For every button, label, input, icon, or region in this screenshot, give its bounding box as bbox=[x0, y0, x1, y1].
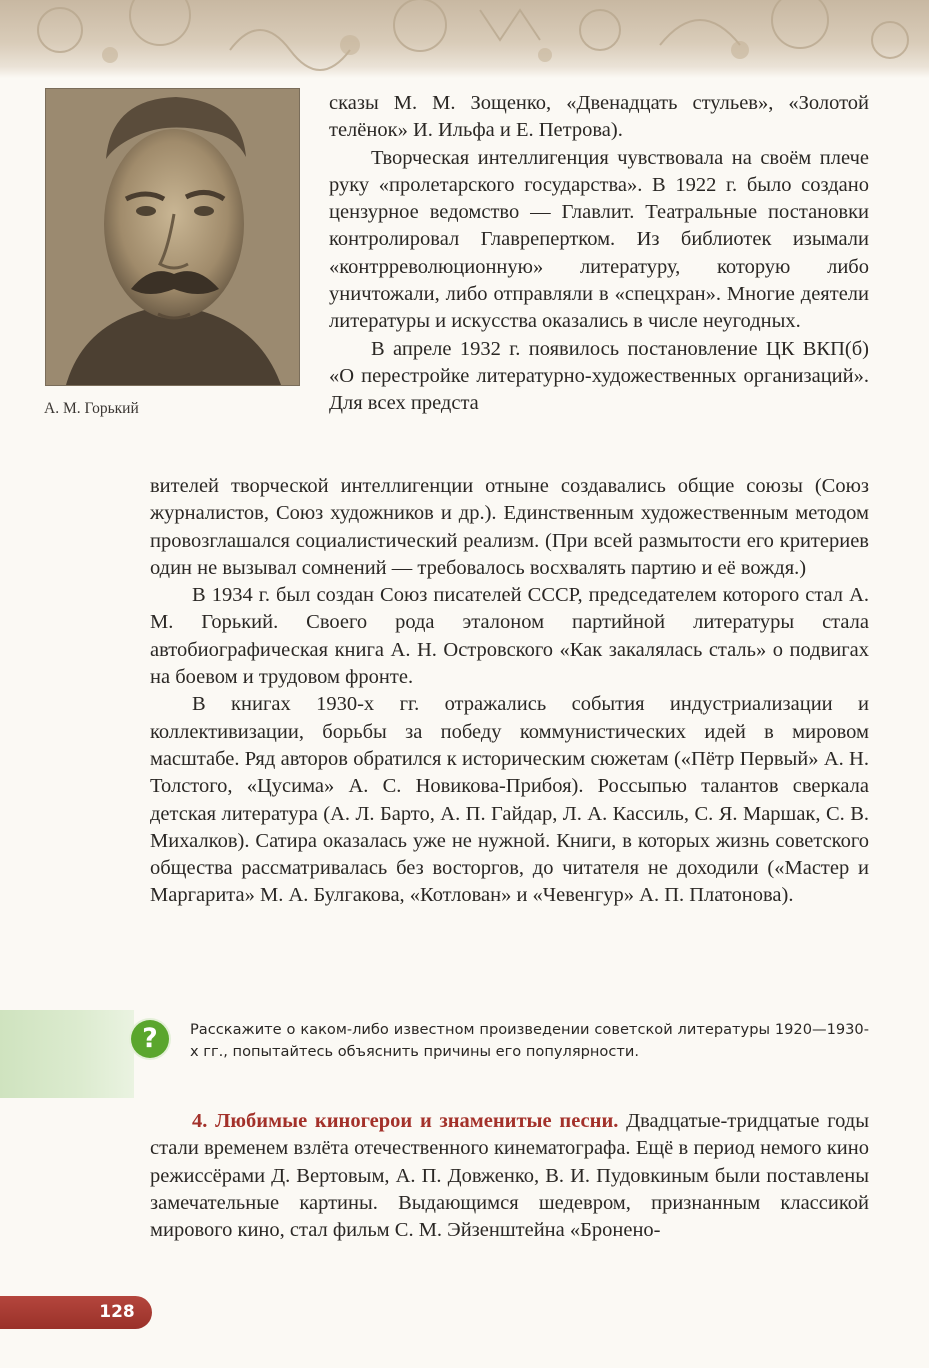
main-text-column bbox=[150, 473, 869, 910]
section-heading: 4. Любимые киногерои и знаменитые песни. bbox=[192, 1110, 619, 1132]
section-body: Двадцатые-тридцатые годы стали временем взлёта отечественного кинематографа. Ещё в период немого кино режиссёрами Д. Вертовым, А. П. Довженко, В. И. Пудовкиным были поставлены замечательные картины. Выдающимся шедевром, признанным классикой мирового кино, стал фильм С. М. Эйзенштейна «Бронено- bbox=[150, 1110, 870, 1242]
section-4-text bbox=[150, 1108, 869, 1244]
portrait-illustration bbox=[46, 89, 299, 385]
right-text-column bbox=[329, 90, 869, 418]
portrait-caption: А. М. Горький bbox=[44, 400, 139, 417]
gorky-portrait bbox=[45, 88, 300, 386]
question-side-band bbox=[0, 1010, 134, 1098]
question-text: Расскажите о каком-либо известном произведении советской литературы 1920—1930-х гг., попытайтесь объяснить причины его популярности. bbox=[190, 1021, 869, 1060]
paragraph bbox=[150, 1108, 869, 1244]
paragraph: В книгах 1930-х гг. отражались события индустриализации и коллективизации, борьбы за победу коммунистических идей в мировом масштабе. Ряд авторов обратился к историческим сюжетам («Пётр Первый» А. Н. Толстого, «Цусима» А. С. Новикова-Прибоя). Россыпью талантов сверкала детская литература (А. Л. Барто, А. П. Гайдар, Л. А. Кассиль, С. Я. Маршак, С. В. Михалков). Сатира оказалась уже не нужной. Книги, в которых жизнь советского общества рассматривалась без восторгов, до читателя не доходили («Мастер и Маргарита» М. А. Булгакова, «Котлован» и «Чевенгур» А. П. Платонова). bbox=[150, 693, 869, 907]
paragraph: сказы М. М. Зощенко, «Двенадцать стульев», «Золотой телёнок» И. Ильфа и Е. Петрова). bbox=[329, 92, 869, 142]
paragraph: Творческая интеллигенция чувствовала на своём плече руку «пролетарского государства». В 1922 г. было создано цензурное ведомство — Главлит. Театральные постановки контролировал Главрепертком. Из библиотек изымали «контрреволюционную» литературу, которую либо уничтожали, либо отправляли в «спецхран». Многие деятели литературы и искусства оказались в числе неугодных. bbox=[329, 146, 869, 333]
decorative-header-band bbox=[0, 0, 929, 78]
paragraph: В 1934 г. был создан Союз писателей СССР, председателем которого стал А. М. Горький. Своего рода эталоном партийной литературы стала автобиографическая книга А. Н. Островского «Как закалялась сталь» о подвигах на боевом и трудовом фронте. bbox=[150, 584, 869, 689]
paragraph: вителей творческой интеллигенции отныне создавались общие союзы (Союз журналистов, Союз художников и др.). Единственным художественным методом провозглашался социалистический реализм. (При всей размытости его критериев один не вызывал сомнений — требовалось восхвалять партию и её вождя.) bbox=[150, 475, 869, 579]
paragraph: В апреле 1932 г. появилось постановление ЦК ВКП(б) «О перестройке литературно-художественных организаций». Для всех предста bbox=[329, 337, 869, 415]
page-number: 128 bbox=[99, 1302, 135, 1322]
ornament-pattern bbox=[0, 0, 929, 78]
question-icon: ? bbox=[131, 1020, 169, 1058]
